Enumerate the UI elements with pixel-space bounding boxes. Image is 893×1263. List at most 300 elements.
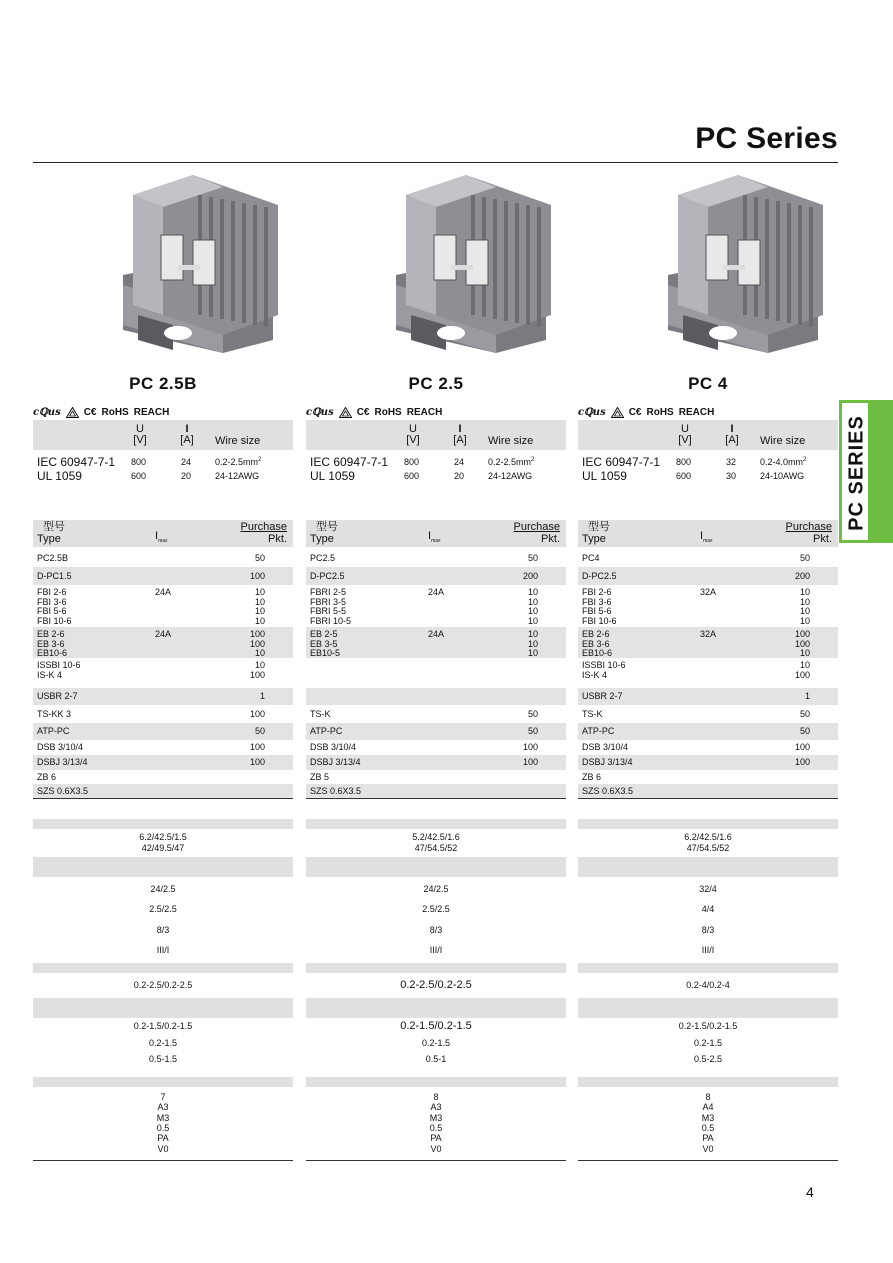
imax-cell: 24A [428, 587, 445, 597]
product-photo [376, 165, 556, 355]
type-cell: ATP-PC [37, 726, 70, 736]
standard-name: UL 1059 [37, 469, 82, 483]
wire-range-value: 0.2-4/0.2-4 [686, 980, 730, 990]
rated-current: 32 [726, 457, 737, 467]
packing-cell: 10 [527, 596, 538, 607]
table-row [578, 567, 838, 585]
imax-cell: 32A [700, 629, 717, 639]
product-column [306, 0, 566, 1263]
table-row [33, 770, 293, 784]
packing-header: Pkt. [813, 533, 832, 545]
dimension-value: 42/49.5/47 [141, 843, 185, 853]
wire-size-value: 0.2-2.5mm [488, 457, 532, 467]
misc-spec-value: 7 [160, 1092, 166, 1102]
wire-capacity-value: 0.2-1.5/0.2-1.5 [400, 1020, 472, 1032]
rated-voltage: 600 [131, 471, 147, 481]
packing-cell: 10 [799, 615, 810, 626]
packing-cell: 100 [249, 742, 265, 752]
voltage-unit: [V] [406, 434, 420, 446]
ce-mark: C€ [356, 406, 370, 418]
type-cell: DSBJ 3/13/4 [310, 757, 361, 767]
dimension-value: 6.2/42.5/1.5 [139, 832, 187, 842]
misc-spec-value: 0.5 [701, 1122, 715, 1133]
packing-cell: 10 [527, 587, 538, 597]
table-row [33, 705, 293, 723]
packing-cell: 1 [259, 691, 265, 701]
packing-cell: 10 [527, 648, 538, 658]
table-row [306, 770, 566, 784]
imax-subscript: max [158, 538, 168, 545]
wire-size-header: Wire size [215, 435, 261, 447]
product-name: PC 4 [688, 374, 728, 393]
rohs-mark: RoHS [101, 406, 129, 418]
type-cell: EB10-6 [582, 648, 613, 658]
rating-value: 8/3 [156, 925, 170, 935]
rated-current: 24 [454, 457, 465, 467]
misc-spec-value: M3 [701, 1112, 715, 1123]
spec-bar [306, 963, 566, 973]
wire-size-header: Wire size [760, 435, 806, 447]
certification-marks [578, 405, 714, 419]
table-row [578, 740, 838, 755]
packing-cell: 10 [527, 606, 538, 616]
type-cell: FBRI 10-5 [310, 615, 352, 626]
wire-capacity-value: 0.5-1 [425, 1054, 447, 1064]
type-header-cn: 型号 [588, 521, 610, 533]
table-row [578, 627, 838, 658]
packing-cell: 10 [799, 587, 810, 597]
packing-cell: 50 [799, 553, 810, 563]
table-bottom-rule [33, 798, 293, 799]
current-symbol: I [730, 423, 734, 435]
rohs-mark: RoHS [646, 406, 674, 418]
type-cell: EB 2-6 [37, 629, 65, 639]
ce-mark: C€ [628, 406, 642, 418]
table-row [33, 755, 293, 770]
table-row [578, 550, 838, 567]
rated-voltage: 600 [404, 471, 420, 481]
current-unit-header [720, 424, 744, 446]
wire-range-value: 0.2-2.5/0.2-2.5 [133, 980, 193, 990]
table-row [306, 567, 566, 585]
rating-value: 32/4 [699, 884, 717, 894]
wire-size-value: 0.2-4.0mm [760, 457, 804, 467]
column-bottom-rule [578, 1160, 838, 1161]
misc-spec-value: PA [430, 1133, 442, 1144]
packing-cell: 100 [794, 638, 810, 649]
current-unit: [A] [180, 434, 194, 446]
type-header-cn: 型号 [43, 521, 65, 533]
wire-range-value: 0.2-2.5/0.2-2.5 [400, 979, 472, 991]
packing-cell: 10 [254, 660, 265, 670]
type-cell: USBR 2-7 [37, 691, 78, 701]
product-photo [648, 165, 828, 355]
table-row [33, 688, 293, 705]
packing-cell: 10 [527, 615, 538, 626]
type-cell: D-PC2.5 [582, 571, 617, 581]
packing-cell: 100 [794, 669, 810, 680]
misc-spec-value: M3 [156, 1112, 170, 1123]
rating-value: III/I [156, 945, 170, 955]
imax-symbol: I [155, 530, 159, 542]
standard-name: IEC 60947-7-1 [37, 455, 116, 469]
type-cell: FBRI 2-5 [310, 587, 347, 597]
dimension-value: 6.2/42.5/1.6 [684, 832, 732, 842]
page-number: 4 [806, 1184, 814, 1200]
packing-cell: 100 [794, 757, 810, 767]
table-row [306, 705, 566, 723]
type-header-cn: 型号 [316, 521, 338, 533]
ul-mark: cℚus [33, 406, 61, 418]
type-cell: TS-K [582, 709, 603, 719]
misc-spec-value: PA [157, 1133, 169, 1144]
packing-cell: 50 [527, 553, 538, 563]
type-cell: EB 3-6 [37, 638, 65, 649]
dimension-value: 47/54.5/52 [686, 843, 730, 853]
packing-cell: 50 [527, 726, 538, 736]
type-cell: ISSBI 10-6 [37, 660, 81, 670]
packing-cell: 10 [799, 648, 810, 658]
type-cell: DSB 3/10/4 [37, 742, 84, 752]
packing-cell: 100 [249, 669, 265, 680]
wire-size-header: Wire size [488, 435, 534, 447]
current-unit: [A] [725, 434, 739, 446]
spec-bar [306, 1077, 566, 1087]
packing-cell: 10 [799, 660, 810, 670]
table-row [578, 723, 838, 740]
product-photo [103, 165, 283, 355]
wire-size-value: 24-12AWG [488, 471, 533, 481]
wire-size-superscript: 2 [803, 457, 807, 463]
type-cell: TS-K [310, 709, 331, 719]
product-name: PC 2.5 [408, 374, 464, 393]
packing-header: Pkt. [268, 533, 287, 545]
table-row [306, 627, 566, 658]
spec-bar [33, 998, 293, 1018]
misc-spec-value: V0 [157, 1143, 169, 1154]
rated-wire-size [215, 471, 259, 481]
misc-spec-value: 8 [433, 1092, 439, 1102]
purchase-header: Purchase [240, 521, 287, 533]
wire-capacity-value: 0.2-1.5/0.2-1.5 [133, 1021, 193, 1031]
spec-bar [578, 963, 838, 973]
certification-marks [306, 405, 442, 419]
rated-current: 20 [181, 471, 192, 481]
table-row [578, 585, 838, 627]
packing-cell: 100 [249, 757, 265, 767]
packing-cell: 200 [794, 571, 810, 581]
standard-name: IEC 60947-7-1 [582, 455, 661, 469]
table-bottom-rule [306, 798, 566, 799]
misc-spec-value: 0.5 [429, 1122, 443, 1133]
imax-cell: 24A [155, 629, 172, 639]
table-row [306, 550, 566, 567]
rating-value: 2.5/2.5 [149, 904, 177, 914]
packing-cell: 200 [522, 571, 538, 581]
reach-mark: REACH [133, 406, 170, 418]
table-row [578, 784, 838, 798]
packing-cell: 10 [799, 606, 810, 616]
table-row [33, 550, 293, 567]
misc-spec-value: V0 [430, 1143, 442, 1154]
type-cell: FBI 5-6 [582, 606, 612, 616]
table-row [578, 658, 838, 688]
table-row [33, 723, 293, 740]
packing-cell: 1 [804, 691, 810, 701]
spec-bar [306, 998, 566, 1018]
spec-bar [578, 819, 838, 829]
packing-cell: 50 [799, 726, 810, 736]
table-row [306, 723, 566, 740]
wire-capacity-value: 0.2-1.5 [693, 1038, 723, 1048]
wire-capacity-value: 0.5-2.5 [693, 1054, 723, 1064]
rating-value: III/I [701, 945, 715, 955]
wire-size-value: 24-12AWG [215, 471, 260, 481]
imax-subscript: max [431, 538, 441, 545]
type-cell: EB 2-6 [582, 629, 610, 639]
side-tab-box [842, 403, 868, 540]
wire-capacity-value: 0.2-1.5/0.2-1.5 [678, 1021, 738, 1031]
wire-size-value: 0.2-2.5mm [215, 457, 259, 467]
table-row [306, 585, 566, 627]
reach-mark: REACH [678, 406, 715, 418]
type-cell: ZB 5 [310, 772, 330, 782]
type-cell: FBI 10-6 [582, 615, 617, 626]
dimension-value: 47/54.5/52 [414, 843, 458, 853]
table-row [578, 688, 838, 705]
table-row [33, 585, 293, 627]
type-cell: ZB 6 [37, 772, 57, 782]
spec-bar [33, 857, 293, 877]
packing-cell: 100 [794, 629, 810, 639]
standard-name: UL 1059 [582, 469, 627, 483]
packing-cell: 100 [522, 742, 538, 752]
rated-wire-size [760, 457, 806, 467]
type-cell: USBR 2-7 [582, 691, 623, 701]
type-header: Type [582, 533, 606, 545]
certification-marks [33, 405, 169, 419]
table-row [33, 658, 293, 688]
rated-voltage: 800 [131, 457, 147, 467]
type-cell: IS-K 4 [37, 669, 63, 680]
type-cell: ATP-PC [582, 726, 615, 736]
rated-current: 20 [454, 471, 465, 481]
type-cell: IS-K 4 [582, 669, 608, 680]
packing-cell: 10 [799, 596, 810, 607]
wire-capacity-value: 0.2-1.5 [421, 1038, 451, 1048]
imax-header [700, 531, 713, 547]
spec-bar [33, 1077, 293, 1087]
terminal-block-photo [103, 165, 283, 355]
rated-wire-size [488, 457, 534, 467]
rating-value: III/I [429, 945, 443, 955]
spec-bar [578, 1077, 838, 1087]
type-cell: PC2.5B [37, 553, 69, 563]
rated-voltage: 800 [676, 457, 692, 467]
wire-capacity-value: 0.2-1.5 [148, 1038, 178, 1048]
rated-wire-size [760, 471, 804, 481]
rated-current: 24 [181, 457, 192, 467]
standard-name: IEC 60947-7-1 [310, 455, 389, 469]
table-row [306, 688, 566, 705]
standard-name: UL 1059 [310, 469, 355, 483]
approval-triangle-icon [66, 407, 79, 418]
wire-size-superscript: 2 [531, 457, 535, 463]
spec-bar [578, 998, 838, 1018]
misc-spec-value: M3 [429, 1112, 443, 1123]
type-cell: FBI 2-6 [582, 587, 612, 597]
reach-mark: REACH [406, 406, 443, 418]
table-row [578, 755, 838, 770]
rating-value: 8/3 [701, 925, 715, 935]
misc-spec-value: A4 [702, 1102, 714, 1113]
rated-voltage: 800 [404, 457, 420, 467]
type-cell: ISSBI 10-6 [582, 660, 626, 670]
ul-mark: cℚus [578, 406, 606, 418]
packing-cell: 10 [527, 629, 538, 639]
type-cell: ZB 6 [582, 772, 602, 782]
imax-header [155, 531, 168, 547]
type-cell: EB10-5 [310, 648, 341, 658]
voltage-unit-header [128, 424, 152, 446]
table-row [578, 770, 838, 784]
ce-mark: C€ [83, 406, 97, 418]
rating-value: 4/4 [701, 904, 715, 914]
type-cell: SZS 0.6X3.5 [582, 786, 634, 796]
type-cell: PC4 [582, 553, 600, 563]
voltage-symbol: U [136, 423, 144, 435]
imax-cell: 24A [155, 587, 172, 597]
type-cell: PC2.5 [310, 553, 336, 563]
misc-spec-value: V0 [702, 1143, 714, 1154]
spec-bar [306, 819, 566, 829]
packing-cell: 50 [799, 709, 810, 719]
spec-bar [33, 819, 293, 829]
type-cell: SZS 0.6X3.5 [310, 786, 362, 796]
misc-spec-value: 8 [705, 1092, 711, 1102]
packing-cell: 50 [254, 726, 265, 736]
type-cell: ATP-PC [310, 726, 343, 736]
packing-cell: 10 [254, 596, 265, 607]
product-column [33, 0, 293, 1263]
wire-size-superscript: 2 [258, 457, 262, 463]
imax-subscript: max [703, 538, 713, 545]
type-cell: DSB 3/10/4 [310, 742, 357, 752]
current-symbol: I [185, 423, 189, 435]
type-cell: DSBJ 3/13/4 [37, 757, 88, 767]
packing-cell: 100 [249, 709, 265, 719]
type-cell: EB 3-5 [310, 638, 338, 649]
table-row [306, 658, 566, 688]
packing-cell: 10 [254, 615, 265, 626]
type-cell: TS-KK 3 [37, 709, 72, 719]
voltage-unit: [V] [133, 434, 147, 446]
imax-cell: 32A [700, 587, 717, 597]
voltage-symbol: U [681, 423, 689, 435]
packing-cell: 100 [249, 629, 265, 639]
rating-value: 24/2.5 [423, 884, 449, 894]
rated-current: 30 [726, 471, 737, 481]
table-row [33, 627, 293, 658]
spec-bar [33, 963, 293, 973]
type-cell: EB10-6 [37, 648, 68, 658]
approval-triangle-icon [611, 407, 624, 418]
misc-spec-value: 0.5 [156, 1122, 170, 1133]
terminal-block-photo [648, 165, 828, 355]
packing-cell: 50 [254, 553, 265, 563]
current-symbol: I [458, 423, 462, 435]
imax-cell: 24A [428, 629, 445, 639]
rating-value: 8/3 [429, 925, 443, 935]
packing-cell: 10 [527, 638, 538, 649]
packing-cell: 10 [254, 606, 265, 616]
rating-value: 2.5/2.5 [422, 904, 450, 914]
current-unit-header [448, 424, 472, 446]
dimension-value: 5.2/42.5/1.6 [412, 832, 460, 842]
misc-spec-value: PA [702, 1133, 714, 1144]
current-unit-header [175, 424, 199, 446]
table-row [33, 567, 293, 585]
imax-symbol: I [700, 530, 704, 542]
voltage-unit-header [673, 424, 697, 446]
side-tab-label: PC SERIES [845, 415, 868, 531]
type-cell: FBI 10-6 [37, 615, 72, 626]
type-cell: DSB 3/10/4 [582, 742, 629, 752]
misc-spec-value: A3 [157, 1102, 169, 1113]
type-header: Type [310, 533, 334, 545]
side-tab [839, 400, 893, 543]
table-bottom-rule [578, 798, 838, 799]
packing-header: Pkt. [541, 533, 560, 545]
approval-triangle-icon [339, 407, 352, 418]
packing-cell: 10 [254, 587, 265, 597]
type-cell: FBRI 5-5 [310, 606, 347, 616]
spec-bar [306, 857, 566, 877]
table-row [578, 705, 838, 723]
voltage-unit-header [401, 424, 425, 446]
table-row [33, 740, 293, 755]
type-cell: FBI 3-6 [582, 596, 612, 607]
packing-cell: 100 [522, 757, 538, 767]
purchase-header: Purchase [513, 521, 560, 533]
rated-wire-size [215, 457, 261, 467]
spec-bar [578, 857, 838, 877]
rohs-mark: RoHS [374, 406, 402, 418]
type-cell: FBRI 3-5 [310, 596, 347, 607]
imax-symbol: I [428, 530, 432, 542]
type-header: Type [37, 533, 61, 545]
current-unit: [A] [453, 434, 467, 446]
packing-cell: 100 [794, 742, 810, 752]
type-cell: SZS 0.6X3.5 [37, 786, 89, 796]
purchase-header: Purchase [785, 521, 832, 533]
table-row [306, 755, 566, 770]
column-bottom-rule [306, 1160, 566, 1161]
packing-cell: 100 [249, 638, 265, 649]
type-cell: EB 2-5 [310, 629, 338, 639]
packing-cell: 50 [527, 709, 538, 719]
voltage-unit: [V] [678, 434, 692, 446]
table-row [33, 784, 293, 798]
terminal-block-photo [376, 165, 556, 355]
type-cell: FBI 2-6 [37, 587, 67, 597]
imax-header [428, 531, 441, 547]
rated-voltage: 600 [676, 471, 692, 481]
type-cell: D-PC1.5 [37, 571, 72, 581]
wire-capacity-value: 0.5-1.5 [148, 1054, 178, 1064]
packing-cell: 10 [254, 648, 265, 658]
table-row [306, 740, 566, 755]
